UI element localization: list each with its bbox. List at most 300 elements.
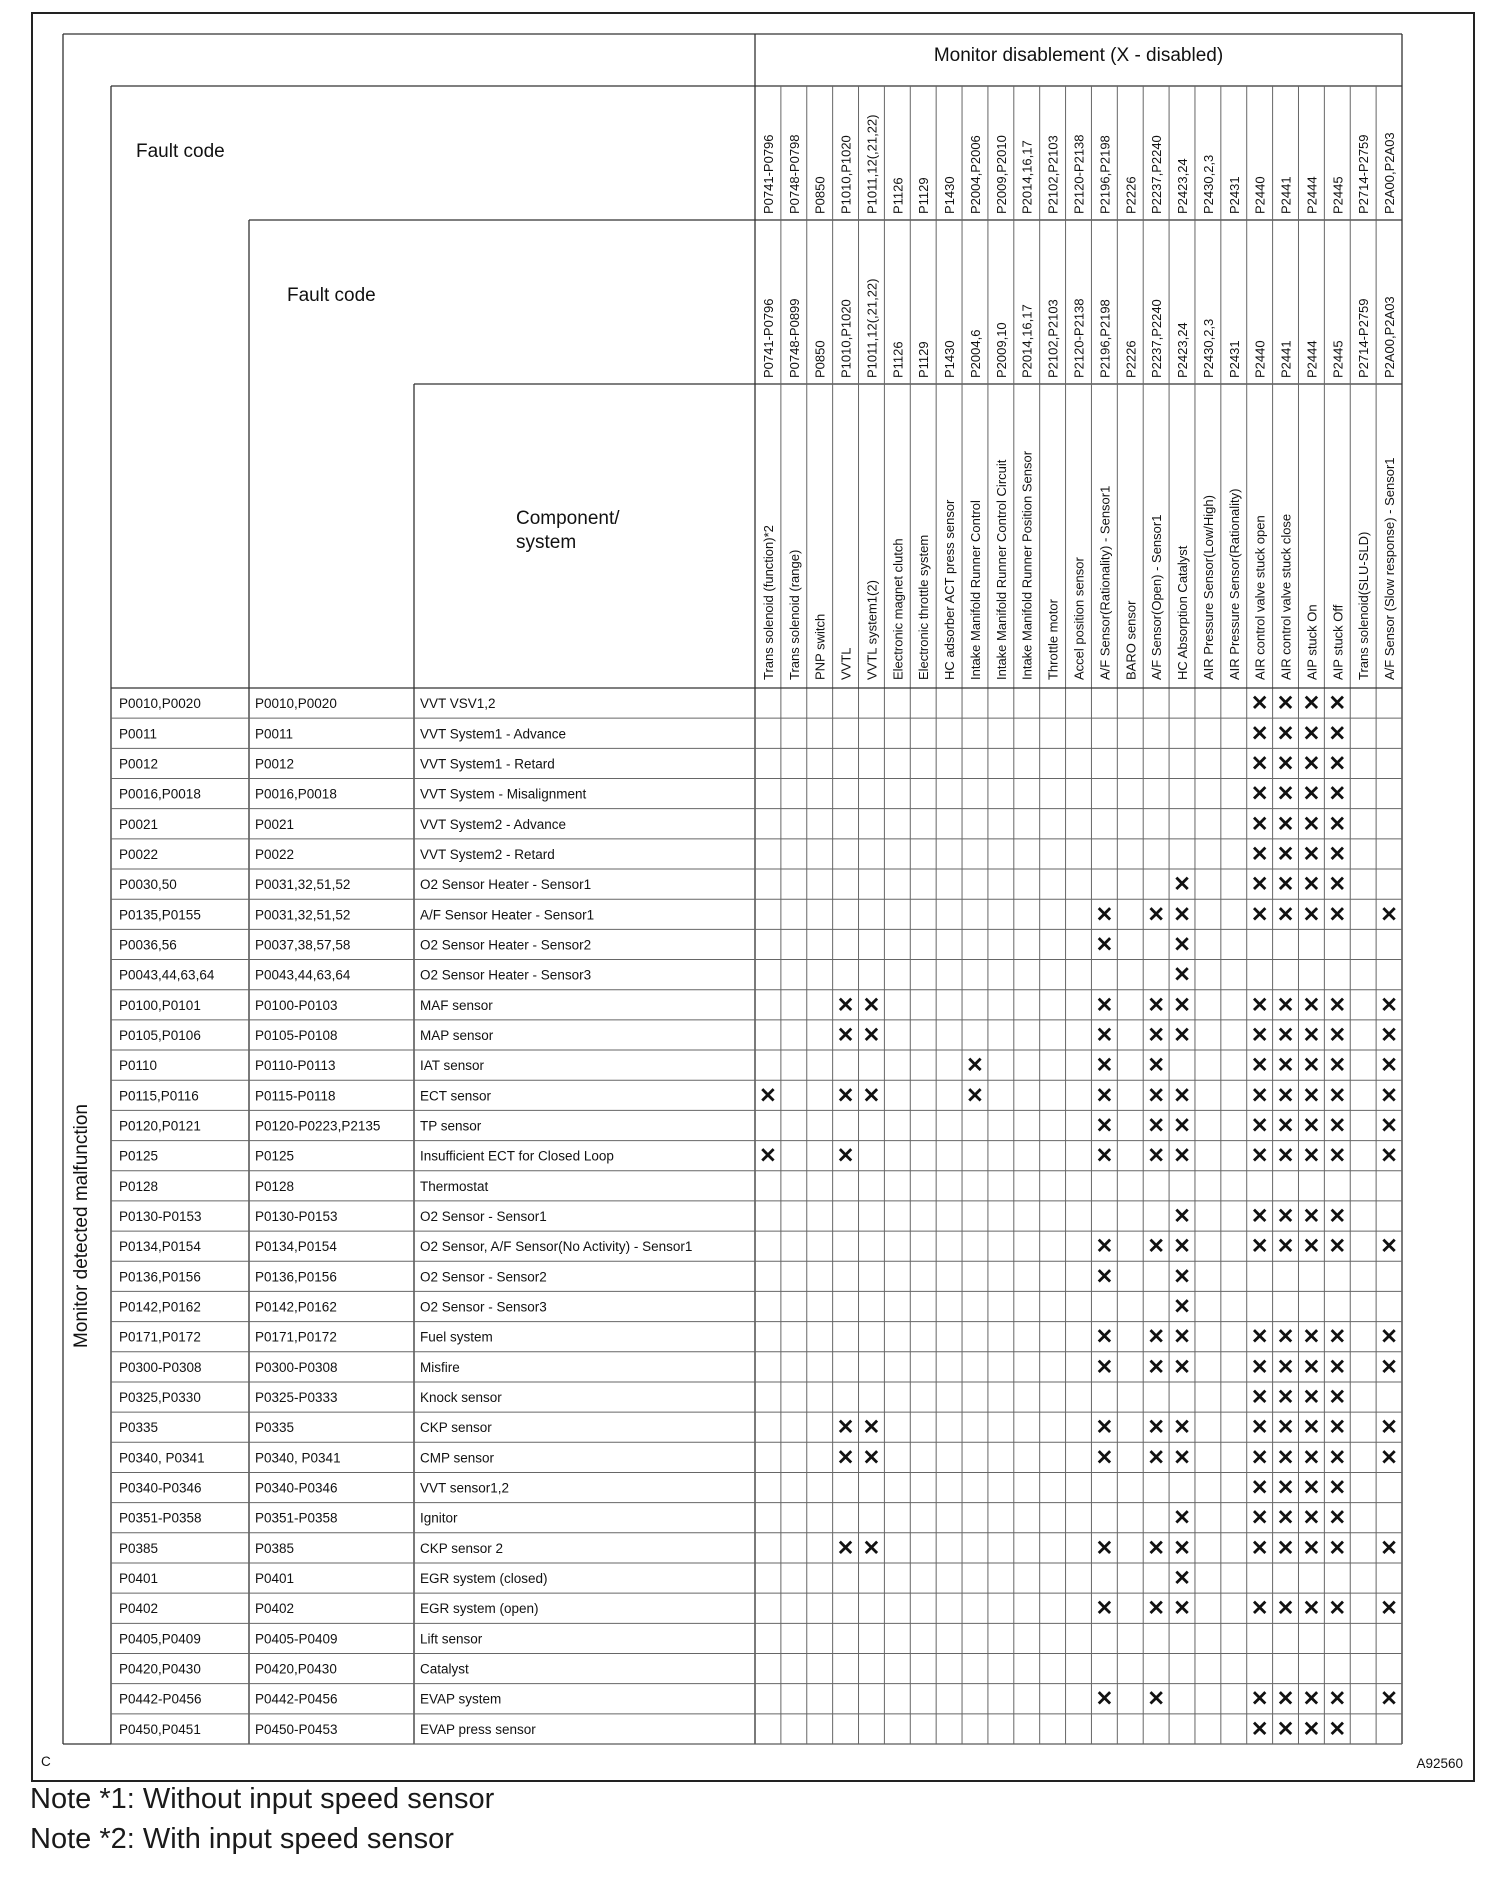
disabled-mark: ✕ bbox=[1173, 963, 1191, 987]
disabled-mark: ✕ bbox=[862, 1084, 881, 1108]
disabled-mark: ✕ bbox=[1250, 752, 1269, 776]
disabled-mark: ✕ bbox=[1095, 1114, 1114, 1138]
row-code2: P0171,P0172 bbox=[255, 1329, 337, 1345]
disabled-mark: ✕ bbox=[966, 1084, 984, 1108]
row-component: Thermostat bbox=[420, 1178, 489, 1194]
disabled-mark: ✕ bbox=[1250, 1114, 1269, 1138]
monitor-disablement-table bbox=[33, 14, 1473, 1780]
column-code1: P2440 bbox=[1252, 176, 1268, 214]
disabled-mark: ✕ bbox=[1173, 1144, 1191, 1168]
row-component: MAP sensor bbox=[420, 1027, 494, 1043]
disabled-mark: ✕ bbox=[1276, 1205, 1295, 1228]
disabled-mark: ✕ bbox=[1328, 842, 1347, 866]
column-code2: P2120-P2138 bbox=[1071, 298, 1087, 378]
disabled-mark: ✕ bbox=[1328, 1084, 1347, 1108]
row-component: Catalyst bbox=[420, 1661, 469, 1677]
disabled-mark: ✕ bbox=[759, 1084, 777, 1108]
disabled-mark: ✕ bbox=[1328, 1235, 1347, 1259]
disabled-mark: ✕ bbox=[1173, 1416, 1191, 1440]
disabled-mark: ✕ bbox=[1250, 1416, 1269, 1440]
row-component: Knock sensor bbox=[420, 1390, 502, 1406]
row-code1: P0420,P0430 bbox=[119, 1661, 201, 1677]
row-code2: P0136,P0156 bbox=[255, 1269, 337, 1285]
row-code1: P0134,P0154 bbox=[119, 1239, 201, 1255]
disabled-mark: ✕ bbox=[1147, 1084, 1165, 1108]
row-code1: P0142,P0162 bbox=[119, 1299, 201, 1315]
row-code1: P0402 bbox=[119, 1601, 159, 1617]
column-code2: P0850 bbox=[812, 340, 828, 378]
disabled-mark: ✕ bbox=[1276, 1386, 1295, 1410]
disabled-mark: ✕ bbox=[1095, 993, 1114, 1017]
disabled-mark: ✕ bbox=[1302, 993, 1321, 1017]
column-code1: P2102,P2103 bbox=[1045, 135, 1061, 214]
disabled-mark: ✕ bbox=[1250, 722, 1269, 746]
column-code2: P2102,P2103 bbox=[1045, 299, 1061, 378]
disabled-mark: ✕ bbox=[1095, 933, 1114, 957]
row-code2: P0450-P0453 bbox=[255, 1721, 338, 1737]
disabled-mark: ✕ bbox=[836, 1084, 855, 1108]
disabled-mark: ✕ bbox=[862, 1416, 881, 1440]
disabled-mark: ✕ bbox=[1276, 752, 1295, 776]
disabled-mark: ✕ bbox=[1276, 1084, 1295, 1108]
column-code2: P2004,6 bbox=[967, 329, 983, 378]
row-component: IAT sensor bbox=[420, 1058, 485, 1074]
disabled-mark: ✕ bbox=[1250, 692, 1269, 716]
row-code2: P0134,P0154 bbox=[255, 1239, 337, 1255]
disabled-mark: ✕ bbox=[1147, 1054, 1165, 1078]
disabled-mark: ✕ bbox=[1147, 1597, 1165, 1621]
column-name: A/F Sensor(Rationality) - Sensor1 bbox=[1097, 485, 1113, 680]
column-code2: P2430,2,3 bbox=[1200, 318, 1216, 378]
row-code1: P0351-P0358 bbox=[119, 1510, 202, 1526]
row-code1: P0335 bbox=[119, 1420, 159, 1436]
fault-code-header-1: Fault code bbox=[136, 141, 225, 162]
disabled-mark: ✕ bbox=[1302, 812, 1321, 836]
row-code2: P0021 bbox=[255, 816, 295, 832]
disabled-mark: ✕ bbox=[1095, 1325, 1114, 1349]
row-code1: P0171,P0172 bbox=[119, 1329, 201, 1345]
disabled-mark: ✕ bbox=[1302, 873, 1321, 897]
disabled-mark: ✕ bbox=[1095, 1355, 1114, 1379]
disabled-mark: ✕ bbox=[1250, 782, 1269, 806]
column-name: AIR control valve stuck open bbox=[1252, 515, 1268, 680]
row-code1: P0401 bbox=[119, 1571, 159, 1587]
disabled-mark: ✕ bbox=[1147, 1144, 1165, 1168]
component-header-line1: Component/ bbox=[516, 508, 620, 529]
disabled-mark: ✕ bbox=[1173, 993, 1191, 1017]
disabled-mark: ✕ bbox=[1302, 1386, 1321, 1410]
row-code2: P0012 bbox=[255, 756, 295, 772]
disabled-mark: ✕ bbox=[759, 1144, 777, 1168]
column-name: Electronic magnet clutch bbox=[890, 538, 906, 680]
row-code2: P0011 bbox=[255, 726, 294, 742]
disabled-mark: ✕ bbox=[1302, 1717, 1321, 1741]
row-code2: P0128 bbox=[255, 1178, 295, 1194]
disabled-mark: ✕ bbox=[836, 993, 855, 1017]
column-code1: P2009,P2010 bbox=[993, 135, 1009, 214]
disabled-mark: ✕ bbox=[836, 1536, 855, 1560]
column-code1: P1010,P1020 bbox=[838, 135, 854, 214]
column-name: Intake Manifold Runner Control bbox=[967, 500, 983, 680]
disabled-mark: ✕ bbox=[1250, 1084, 1269, 1108]
row-code2: P0010,P0020 bbox=[255, 696, 337, 712]
row-code2: P0125 bbox=[255, 1148, 295, 1164]
disabled-mark: ✕ bbox=[1147, 903, 1165, 927]
disabled-mark: ✕ bbox=[1328, 782, 1347, 806]
column-name: Accel position sensor bbox=[1071, 557, 1087, 680]
disabled-mark: ✕ bbox=[1276, 842, 1295, 866]
row-component: VVT System1 - Advance bbox=[420, 726, 567, 742]
disabled-mark: ✕ bbox=[836, 1446, 855, 1470]
column-code1: P2423,24 bbox=[1175, 158, 1191, 214]
column-code1: P0748-P0798 bbox=[786, 134, 802, 214]
disabled-mark: ✕ bbox=[1276, 1506, 1295, 1530]
column-name: Trans solenoid(SLU-SLD) bbox=[1356, 531, 1372, 680]
disabled-mark: ✕ bbox=[1276, 1325, 1295, 1349]
row-component: VVT System - Misalignment bbox=[420, 786, 587, 802]
disabled-mark: ✕ bbox=[1302, 722, 1321, 746]
disabled-mark: ✕ bbox=[1302, 782, 1321, 806]
disabled-mark: ✕ bbox=[1328, 1023, 1347, 1047]
disabled-mark: ✕ bbox=[1173, 1023, 1191, 1047]
column-code2: P2714-P2759 bbox=[1356, 298, 1372, 378]
disabled-mark: ✕ bbox=[1147, 1355, 1165, 1379]
disabled-mark: ✕ bbox=[1328, 1325, 1347, 1349]
column-code2: P2226 bbox=[1123, 340, 1139, 378]
row-component: ECT sensor bbox=[420, 1088, 492, 1104]
row-code1: P0110 bbox=[119, 1058, 158, 1074]
column-code1: P2196,P2198 bbox=[1097, 135, 1113, 214]
column-name: AIR Pressure Sensor(Rationality) bbox=[1226, 488, 1242, 680]
row-code2: P0022 bbox=[255, 846, 295, 862]
column-code1: P2237,P2240 bbox=[1149, 135, 1165, 214]
disabled-mark: ✕ bbox=[1302, 1416, 1321, 1440]
column-name: AIP stuck Off bbox=[1330, 604, 1346, 680]
column-code2: P1010,P1020 bbox=[838, 299, 854, 378]
disabled-mark: ✕ bbox=[862, 1446, 881, 1470]
disabled-mark: ✕ bbox=[1173, 1325, 1191, 1349]
disabled-mark: ✕ bbox=[1380, 1355, 1398, 1379]
row-component: O2 Sensor Heater - Sensor1 bbox=[420, 877, 592, 893]
disabled-mark: ✕ bbox=[1302, 692, 1321, 716]
disabled-mark: ✕ bbox=[1276, 1023, 1295, 1047]
column-code1: P2004,P2006 bbox=[967, 135, 983, 214]
disabled-mark: ✕ bbox=[1250, 1717, 1269, 1741]
disabled-mark: ✕ bbox=[1276, 1144, 1295, 1168]
column-name: HC adsorber ACT press sensor bbox=[942, 499, 958, 680]
disabled-mark: ✕ bbox=[1302, 1054, 1321, 1078]
disabled-mark: ✕ bbox=[1380, 1144, 1398, 1168]
row-code2: P0351-P0358 bbox=[255, 1510, 338, 1526]
disabled-mark: ✕ bbox=[1276, 903, 1295, 927]
row-component: O2 Sensor - Sensor1 bbox=[420, 1209, 547, 1224]
row-code1: P0043,44,63,64 bbox=[119, 967, 215, 983]
column-code1: P2430,2,3 bbox=[1200, 154, 1216, 214]
disabled-mark: ✕ bbox=[1095, 1597, 1114, 1621]
disabled-mark: ✕ bbox=[1276, 1114, 1295, 1138]
disabled-mark: ✕ bbox=[1250, 1446, 1269, 1470]
row-code2: P0016,P0018 bbox=[255, 786, 337, 802]
disabled-mark: ✕ bbox=[1380, 903, 1398, 927]
note-1: Note *1: Without input speed sensor bbox=[30, 1783, 495, 1815]
disabled-mark: ✕ bbox=[1380, 1114, 1398, 1138]
column-code2: P1011,12(,21,22) bbox=[864, 278, 880, 378]
row-code2: P0442-P0456 bbox=[255, 1691, 338, 1707]
column-code2: P2014,16,17 bbox=[1019, 304, 1035, 378]
disabled-mark: ✕ bbox=[1147, 1446, 1165, 1470]
disabled-mark: ✕ bbox=[1380, 1536, 1398, 1560]
row-component: CKP sensor bbox=[420, 1420, 492, 1436]
row-code2: P0401 bbox=[255, 1571, 295, 1587]
row-component: CMP sensor bbox=[420, 1450, 495, 1466]
row-code2: P0402 bbox=[255, 1601, 295, 1617]
row-component: O2 Sensor Heater - Sensor3 bbox=[420, 967, 592, 983]
disabled-mark: ✕ bbox=[1250, 1144, 1269, 1168]
disabled-mark: ✕ bbox=[1302, 1023, 1321, 1047]
row-component: Fuel system bbox=[420, 1329, 493, 1345]
disabled-mark: ✕ bbox=[1147, 1235, 1165, 1259]
row-component: EVAP system bbox=[420, 1691, 502, 1707]
disabled-mark: ✕ bbox=[1250, 1536, 1269, 1560]
disabled-mark: ✕ bbox=[1380, 1054, 1398, 1078]
row-code2: P0142,P0162 bbox=[255, 1299, 337, 1315]
note-2: Note *2: With input speed sensor bbox=[30, 1823, 454, 1855]
disabled-mark: ✕ bbox=[1250, 903, 1269, 927]
disabled-mark: ✕ bbox=[1276, 812, 1295, 836]
row-code2: P0300-P0308 bbox=[255, 1359, 338, 1375]
disabled-mark: ✕ bbox=[1173, 1265, 1191, 1289]
disabled-mark: ✕ bbox=[1147, 1416, 1165, 1440]
disabled-mark: ✕ bbox=[1276, 1446, 1295, 1470]
row-code1: P0016,P0018 bbox=[119, 786, 201, 802]
disabled-mark: ✕ bbox=[1173, 1506, 1191, 1530]
row-component: VVT System2 - Advance bbox=[420, 816, 567, 832]
disabled-mark: ✕ bbox=[1328, 873, 1347, 897]
disabled-mark: ✕ bbox=[1302, 1476, 1321, 1500]
component-header-line2: system bbox=[516, 532, 577, 553]
disabled-mark: ✕ bbox=[1380, 1084, 1398, 1108]
row-component: EVAP press sensor bbox=[420, 1721, 536, 1737]
column-code2: P2237,P2240 bbox=[1149, 299, 1165, 378]
disabled-mark: ✕ bbox=[1380, 1325, 1398, 1349]
column-name: VVTL bbox=[838, 647, 854, 680]
disabled-mark: ✕ bbox=[1328, 903, 1347, 927]
row-code2: P0385 bbox=[255, 1540, 295, 1556]
disabled-mark: ✕ bbox=[1173, 933, 1191, 957]
disabled-mark: ✕ bbox=[1380, 1416, 1398, 1440]
disabled-mark: ✕ bbox=[1302, 1687, 1321, 1711]
column-code2: P2445 bbox=[1330, 340, 1346, 378]
disabled-mark: ✕ bbox=[1250, 1386, 1269, 1410]
disabled-mark: ✕ bbox=[1147, 1114, 1165, 1138]
disabled-mark: ✕ bbox=[1095, 1084, 1114, 1108]
disabled-mark: ✕ bbox=[1328, 1717, 1347, 1741]
disabled-mark: ✕ bbox=[1302, 1084, 1321, 1108]
disabled-mark: ✕ bbox=[1147, 993, 1165, 1017]
disabled-mark: ✕ bbox=[1173, 903, 1191, 927]
disabled-mark: ✕ bbox=[1250, 812, 1269, 836]
row-code2: P0105-P0108 bbox=[255, 1027, 338, 1043]
disabled-mark: ✕ bbox=[1380, 993, 1398, 1017]
column-code2: P2196,P2198 bbox=[1097, 299, 1113, 378]
column-name: Throttle motor bbox=[1045, 599, 1061, 680]
disabled-mark: ✕ bbox=[1302, 1355, 1321, 1379]
row-code2: P0037,38,57,58 bbox=[255, 937, 351, 953]
disabled-mark: ✕ bbox=[1302, 752, 1321, 776]
disabled-mark: ✕ bbox=[1250, 1054, 1269, 1078]
column-name: VVTL system1(2) bbox=[864, 580, 880, 680]
row-code2: P0120-P0223,P2135 bbox=[255, 1118, 381, 1134]
row-code1: P0340-P0346 bbox=[119, 1480, 202, 1496]
disabled-mark: ✕ bbox=[1302, 903, 1321, 927]
column-name: BARO sensor bbox=[1123, 600, 1139, 680]
disabled-mark: ✕ bbox=[1276, 1355, 1295, 1379]
disabled-mark: ✕ bbox=[1302, 842, 1321, 866]
disabled-mark: ✕ bbox=[1328, 1536, 1347, 1560]
row-code1: P0022 bbox=[119, 846, 159, 862]
figure-frame bbox=[31, 12, 1475, 1782]
disabled-mark: ✕ bbox=[1095, 1235, 1114, 1259]
column-name: A/F Sensor(Open) - Sensor1 bbox=[1149, 514, 1165, 680]
column-code2: P2444 bbox=[1304, 340, 1320, 378]
row-code1: P0340, P0341 bbox=[119, 1450, 205, 1466]
row-component: Ignitor bbox=[420, 1510, 458, 1526]
column-code1: P2441 bbox=[1278, 176, 1294, 214]
column-code2: P1430 bbox=[942, 340, 958, 378]
row-component: MAF sensor bbox=[420, 997, 493, 1013]
disabled-mark: ✕ bbox=[1328, 1476, 1347, 1500]
column-code1: P2714-P2759 bbox=[1356, 134, 1372, 214]
row-code2: P0325-P0333 bbox=[255, 1390, 338, 1406]
row-component: VVT System2 - Retard bbox=[420, 846, 555, 862]
row-code1: P0125 bbox=[119, 1148, 159, 1164]
column-code1: P0741-P0796 bbox=[760, 134, 776, 214]
row-code2: P0115-P0118 bbox=[255, 1088, 336, 1104]
disabled-mark: ✕ bbox=[1276, 1235, 1295, 1259]
disabled-mark: ✕ bbox=[1250, 1687, 1269, 1711]
column-name: A/F Sensor (Slow response) - Sensor1 bbox=[1382, 457, 1398, 680]
disabled-mark: ✕ bbox=[1173, 1205, 1191, 1228]
disabled-mark: ✕ bbox=[1147, 1687, 1165, 1711]
disabled-mark: ✕ bbox=[1302, 1597, 1321, 1621]
column-name: AIP stuck On bbox=[1304, 604, 1320, 680]
row-code1: P0115,P0116 bbox=[119, 1088, 199, 1104]
disabled-mark: ✕ bbox=[1380, 1597, 1398, 1621]
disabled-mark: ✕ bbox=[1095, 1054, 1114, 1078]
row-code1: P0128 bbox=[119, 1178, 159, 1194]
disabled-mark: ✕ bbox=[1328, 722, 1347, 746]
row-component: Insufficient ECT for Closed Loop bbox=[420, 1148, 614, 1164]
disabled-mark: ✕ bbox=[1328, 1386, 1347, 1410]
row-code2: P0100-P0103 bbox=[255, 997, 338, 1013]
column-name: Intake Manifold Runner Control Circuit bbox=[993, 459, 1009, 680]
column-code1: P2014,16,17 bbox=[1019, 140, 1035, 214]
disabled-mark: ✕ bbox=[862, 1023, 881, 1047]
column-code2: P2009,10 bbox=[993, 322, 1009, 378]
disabled-mark: ✕ bbox=[1328, 1144, 1347, 1168]
disabled-mark: ✕ bbox=[1276, 1476, 1295, 1500]
disabled-mark: ✕ bbox=[1328, 1114, 1347, 1138]
disabled-mark: ✕ bbox=[1302, 1235, 1321, 1259]
disabled-mark: ✕ bbox=[1250, 873, 1269, 897]
row-code1: P0030,50 bbox=[119, 877, 177, 893]
disabled-mark: ✕ bbox=[1276, 1597, 1295, 1621]
footer-letter: C bbox=[41, 1754, 51, 1769]
column-name: HC Absorption Catalyst bbox=[1175, 545, 1191, 680]
column-name: AIR control valve stuck close bbox=[1278, 513, 1294, 680]
row-code2: P0405-P0409 bbox=[255, 1631, 338, 1647]
row-code2: P0031,32,51,52 bbox=[255, 907, 351, 923]
column-code1: P2226 bbox=[1123, 176, 1139, 214]
disabled-mark: ✕ bbox=[1250, 842, 1269, 866]
column-code2: P0748-P0899 bbox=[786, 298, 802, 378]
column-name: Trans solenoid (range) bbox=[786, 549, 802, 680]
column-name: AIR Pressure Sensor(Low/High) bbox=[1200, 495, 1216, 680]
column-name: Trans solenoid (function)*2 bbox=[760, 525, 776, 680]
disabled-mark: ✕ bbox=[1173, 1446, 1191, 1470]
column-code1: P1011,12(,21,22) bbox=[864, 114, 880, 214]
row-component: VVT System1 - Retard bbox=[420, 756, 555, 772]
disabled-mark: ✕ bbox=[1173, 1084, 1191, 1108]
row-code2: P0340, P0341 bbox=[255, 1450, 341, 1466]
disabled-mark: ✕ bbox=[1328, 1446, 1347, 1470]
disabled-mark: ✕ bbox=[862, 1536, 881, 1560]
row-component: Misfire bbox=[420, 1359, 460, 1375]
column-code2: P2431 bbox=[1226, 340, 1242, 378]
disabled-mark: ✕ bbox=[1095, 1536, 1114, 1560]
disabled-mark: ✕ bbox=[1276, 722, 1295, 746]
row-code1: P0385 bbox=[119, 1540, 159, 1556]
monitor-disablement-title: Monitor disablement (X - disabled) bbox=[933, 45, 1224, 66]
row-component: CKP sensor 2 bbox=[420, 1540, 504, 1556]
disabled-mark: ✕ bbox=[1250, 1355, 1269, 1379]
disabled-mark: ✕ bbox=[1328, 1355, 1347, 1379]
row-code1: P0010,P0020 bbox=[119, 696, 201, 712]
column-code2: P1126 bbox=[890, 341, 906, 378]
disabled-mark: ✕ bbox=[1302, 1506, 1321, 1530]
column-code1: P1430 bbox=[942, 176, 958, 214]
row-component: VVT sensor1,2 bbox=[420, 1480, 510, 1496]
column-name: PNP switch bbox=[812, 613, 828, 680]
disabled-mark: ✕ bbox=[1250, 1023, 1269, 1047]
disabled-mark: ✕ bbox=[1173, 1114, 1191, 1138]
disabled-mark: ✕ bbox=[836, 1416, 855, 1440]
fault-code-header-2: Fault code bbox=[287, 285, 376, 306]
row-component: O2 Sensor, A/F Sensor(No Activity) - Sensor1 bbox=[420, 1239, 693, 1255]
row-code1: P0136,P0156 bbox=[119, 1269, 201, 1285]
disabled-mark: ✕ bbox=[1328, 692, 1347, 716]
disabled-mark: ✕ bbox=[1250, 993, 1269, 1017]
column-name: Electronic throttle system bbox=[916, 534, 932, 680]
row-code1: P0405,P0409 bbox=[119, 1631, 201, 1647]
row-code1: P0120,P0121 bbox=[119, 1118, 201, 1134]
disabled-mark: ✕ bbox=[1095, 1265, 1114, 1289]
row-code1: P0100,P0101 bbox=[119, 997, 201, 1013]
row-code1: P0442-P0456 bbox=[119, 1691, 202, 1707]
row-code1: P0036,56 bbox=[119, 937, 177, 953]
row-component: EGR system (closed) bbox=[420, 1571, 548, 1587]
column-code2: P1129 bbox=[916, 341, 932, 378]
row-code1: P0105,P0106 bbox=[119, 1027, 201, 1043]
disabled-mark: ✕ bbox=[1302, 1114, 1321, 1138]
column-code1: P2120-P2138 bbox=[1071, 134, 1087, 214]
disabled-mark: ✕ bbox=[1250, 1235, 1269, 1259]
column-name: Intake Manifold Runner Position Sensor bbox=[1019, 450, 1035, 680]
disabled-mark: ✕ bbox=[1173, 1536, 1191, 1560]
disabled-mark: ✕ bbox=[1302, 1325, 1321, 1349]
row-code1: P0450,P0451 bbox=[119, 1721, 201, 1737]
disabled-mark: ✕ bbox=[862, 993, 881, 1017]
